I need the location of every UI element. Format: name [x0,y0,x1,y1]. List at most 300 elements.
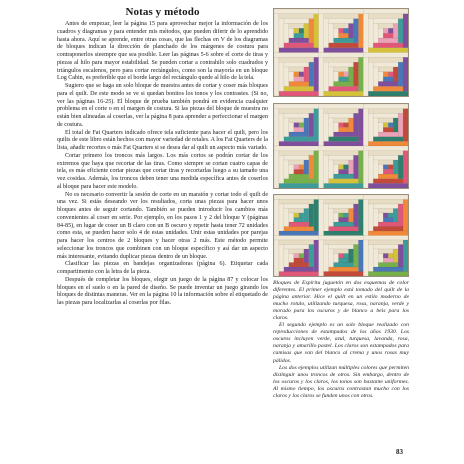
quilt-patch [343,123,348,128]
quilt-patch [304,160,309,174]
quilt-patch [319,104,364,109]
quilt-patch [348,67,353,82]
quilt-patch [329,155,354,160]
quilt-patch [319,53,364,58]
quilt-patch [324,14,359,19]
quilt-patch [319,14,324,53]
quilt-patch [403,109,408,142]
quilt-patch [284,24,289,43]
quilt-patch [279,14,314,19]
quilt-patch [324,272,364,277]
quilt-patch [324,245,329,272]
quilt-patch [279,204,284,231]
quilt-patch [373,86,403,91]
quilt-patch [383,254,388,259]
quilt-patch [324,200,359,205]
quilt-patch [334,123,339,132]
quilt-patch [368,48,408,53]
quilt-patch [378,254,383,263]
caption-paragraph: Bloques de Espíritu juguetón en dos esquemas de color diferentes. El primer ejemplo está tomado del quilt de la página anterior. Hice el quilt en un estilo moderno de mucho rotulo, utilizando turquesa, rosa, naranja, verde y morado para los oscuros y de blanco a beis para los claros. [273,280,409,322]
quilt-patch [319,9,364,14]
quilt-patch [373,19,398,24]
quilt-patch [363,200,368,236]
quilt-patch [294,77,304,82]
quilt-patch [368,231,408,236]
quilt-patch [279,240,314,245]
quilt-patch [373,249,378,267]
quilt-patch [368,183,408,188]
quilt-patch [279,245,284,272]
quilt-patch [329,67,334,86]
quilt-patch [339,254,344,259]
quilt-patch [284,249,289,267]
quilt-patch [274,195,319,200]
quilt-patch [334,222,354,227]
quilt-patch [398,204,403,227]
body-paragraph: Clasificar las piezas en bandejas organizadoras (página 6). Etiquetar cada compartimento con la letra de la pieza. [57,261,268,275]
quilt-patch [378,174,398,179]
quilt-patch [289,24,304,29]
quilt-patch [284,118,289,137]
body-text [57,21,268,308]
quilt-patch [363,146,408,151]
quilt-patch [388,28,393,33]
quilt-patch [329,160,334,179]
quilt-patch [378,82,398,87]
quilt-photo-modern-detail [273,103,409,189]
quilt-patch [393,118,398,132]
quilt-patch [274,146,319,151]
quilt-patch [299,123,304,128]
quilt-patch [358,14,363,48]
quilt-patch [289,118,304,123]
quilt-patch [329,86,359,91]
quilt-patch [334,118,349,123]
quilt-patch [294,72,299,77]
quilt-patch [284,43,314,48]
quilt-patch [294,254,299,259]
quilt-patch [343,165,348,170]
body-paragraph: El total de Fat Quarters indicado ofrece tela suficiente para hacer el quilt, pero los quilts de este libro están hechos con mayor variedad de retales. A los Fat Quarters de la lista, añadir recortes o más Fat Quarters si se desea dar al quilt un aspecto más variado. [57,129,268,151]
quilt-patch [368,57,403,62]
quilt-patch [289,72,294,82]
quilt-patch [294,218,304,223]
quilt-patch [309,204,314,227]
quilt-patch [324,141,364,146]
quilt-patch [383,218,393,223]
quilt-patch [284,19,309,24]
quilt-patch [373,43,403,48]
quilt-patch [368,14,403,19]
quilt-patch [329,249,334,267]
quilt-patch [279,151,314,156]
quilt-patch [393,249,398,263]
quilt-patch [304,67,309,82]
page-number: 83 [396,448,403,456]
quilt-patch [373,113,398,118]
quilt-patch [403,14,408,48]
quilt-patch [373,62,398,67]
quilt-patch [373,118,378,137]
quilt-patch [378,123,383,132]
quilt-patch [368,113,373,141]
quilt-patch [373,179,403,184]
quilt-patch [309,19,314,43]
quilt-patch [279,91,319,96]
quilt-patch [274,236,319,241]
quilt-patch [358,240,363,272]
quilt-patch [403,151,408,184]
quilt-patch [398,19,403,43]
quilt-blocks-image [274,9,408,96]
quilt-patch [284,179,314,184]
quilt-patch [319,57,324,96]
quilt-patch [329,137,359,142]
quilt-patch [274,14,279,53]
quilt-patch [373,67,378,86]
text-column [57,6,268,308]
quilt-patch [324,113,329,141]
quilt-patch [294,213,299,218]
quilt-patch [353,155,358,178]
quilt-patch [339,123,344,128]
quilt-patch [334,67,349,72]
quilt-patch [368,245,373,272]
quilt-patch [324,109,359,114]
quilt-patch [378,132,398,137]
quilt-patch [334,254,339,263]
quilt-patch [314,57,319,91]
quilt-patch [319,146,364,151]
quilt-patch [279,141,319,146]
quilt-patch [363,53,408,58]
quilt-patch [378,209,393,214]
quilt-patch [373,267,403,272]
quilt-patch [373,245,398,250]
quilt-patch [383,28,388,33]
quilt-patch [348,249,353,263]
quilt-patch [329,62,354,67]
quilt-patch [299,213,304,218]
quilt-patch [358,200,363,232]
quilt-patch [348,24,353,39]
quilt-patch [378,72,383,82]
quilt-patch [334,132,354,137]
quilt-patch [334,263,354,268]
quilt-patch [284,245,309,250]
quilt-patch [284,155,309,160]
quilt-patch [378,249,393,254]
quilt-patch [334,213,339,222]
quilt-patch [334,160,349,165]
quilt-patch [314,109,319,142]
quilt-patch [289,28,294,38]
quilt-patch [279,57,314,62]
quilt-patch [353,245,358,268]
quilt-patch [319,109,324,146]
quilt-patch [378,263,398,268]
quilt-patch [398,113,403,136]
quilt-patch [378,165,383,174]
quilt-patch [289,82,309,87]
quilt-patch [339,33,349,38]
body-paragraph: Después de completar los bloques, elegir un juego de la página 87 y colocar los bloques en el suelo o en la pared de diseño. Se puede inventar un juego girando los bloques de distintas maneras. Ver en la página 10 la información sobre el etiquetado de las piezas para localizarlas al coserlas por filas. [57,276,268,306]
quilt-patch [334,28,339,38]
quilt-patch [363,9,408,14]
quilt-patch [329,245,354,250]
quilt-patch [324,62,329,91]
quilt-patch [334,209,349,214]
quilt-patch [348,118,353,132]
quilt-patch [279,113,284,141]
quilt-patch [289,249,304,254]
quilt-patch [324,19,329,48]
quilt-patch [334,249,349,254]
quilt-patch [274,200,279,236]
quilt-patch [388,165,393,170]
quilt-patch [289,132,309,137]
quilt-patch [373,137,403,142]
quilt-patch [378,213,383,222]
quilt-patch [324,91,364,96]
quilt-patch [279,19,284,48]
quilt-patch [279,48,319,53]
quilt-patch [363,151,368,188]
caption-paragraph: El segundo ejemplo es un solo bloque realizado con reproducciones de estampados de los años 1930. Los oscuros incluyen verde, azul, turquesa, lavanda, rosa, naranja y amarillo pastel. Los claros son estampados para camisas que van del blanco al crema y unos rosas muy pálidos. [273,322,409,364]
quilt-patch [294,123,299,128]
quilt-patch [388,123,393,128]
quilt-patch [289,263,309,268]
quilt-patch [398,155,403,178]
quilt-patch [339,169,349,174]
quilt-patch [343,72,348,77]
quilt-patch [284,67,289,86]
quilt-patch [363,57,368,96]
quilt-patch [274,53,319,58]
quilt-patch [309,113,314,136]
quilt-patch [324,57,359,62]
quilt-patch [304,249,309,263]
quilt-patch [279,231,319,236]
quilt-patch [398,245,403,268]
quilt-patch [329,43,359,48]
quilt-patch [378,67,393,72]
quilt-patch [304,24,309,39]
quilt-patch [403,200,408,232]
quilt-patch [368,240,403,245]
quilt-patch [284,160,289,179]
quilt-patch [383,169,393,174]
quilt-patch [309,245,314,268]
quilt-patch [403,57,408,91]
quilt-patch [363,104,408,109]
quilt-blocks-image [274,195,408,276]
quilt-patch [299,28,304,33]
quilt-blocks-image [274,104,408,188]
quilt-patch [348,209,353,223]
quilt-patch [294,169,304,174]
quilt-patch [309,155,314,178]
quilt-patch [339,127,349,132]
quilt-patch [324,151,359,156]
quilt-patch [334,82,354,87]
quilt-patch [339,258,349,263]
caption-paragraph: Los dos ejemplos utilizan múltiples colores que permiten distinguir unos troncos de otros. Sin embargo, dentro de los oscuros y los claros, los tonos son bastante uniformes. Al mismo tiempo, los oscuros contrastan mucho con los claros y los claros se funden unos con otros. [273,364,409,399]
quilt-patch [339,72,344,77]
quilt-patch [319,195,364,200]
quilt-patch [329,204,354,209]
quilt-patch [383,127,393,132]
quilt-patch [324,240,359,245]
quilt-patch [353,113,358,136]
quilt-patch [274,57,279,96]
quilt-patch [373,209,378,227]
quilt-patch [373,24,378,43]
quilt-patch [319,236,364,241]
quilt-patch [279,109,314,114]
quilt-patch [284,227,314,232]
quilt-patch [339,28,344,33]
quilt-patch [284,209,289,227]
quilt-patch [299,72,304,77]
quilt-patch [289,67,304,72]
quilt-patch [329,113,354,118]
body-paragraph: Antes de empezar, leer la página 15 para aprovechar mejor la información de los cuadros y diagramas y para entender mis métodos, que pueden diferir de lo aprendido hasta ahora. Aquí se aprende, entre otras cosas, que las flechas en V de los diagramas de bloques indican la dirección de planchado de los márgenes de costura para contraponerlos sieempre que sea posible. Leer las páginas 5-6 sobre el corte de tiras y piezas al hilo para mayor estabilidad. Se pueden cortar a contrahilo solo cuadrados y triángulos escalenos, pero para cortar rectángulos, como son la mayoría en un bloque Log Cabin, es preferible que el borde largo del rectángulo quede al hilo de la tela. [57,21,268,82]
quilt-patch [388,213,393,218]
quilt-patch [309,62,314,86]
quilt-patch [324,48,364,53]
quilt-patch [383,258,393,263]
quilt-patch [373,160,378,179]
quilt-patch [353,204,358,227]
quilt-patch [329,19,354,24]
quilt-patch [274,9,319,14]
quilt-patch [368,151,403,156]
quilt-patch [368,272,408,277]
quilt-patch [353,19,358,43]
quilt-patch [378,28,383,38]
quilt-patch [289,160,304,165]
quilt-patch [398,62,403,86]
quilt-patch [319,200,324,236]
quilt-patch [388,254,393,259]
body-paragraph: Sugiero que se haga un solo bloque de muestra antes de cortar y coser más bloques para el quilt. De este modo se ve si quedan bonitos los tonos y los contrastes. (Si no, ver las páginas 16-25). El bloque de prueba también pondrá en evidencia cualquier problema en el corte o en el margen de costura. Si las piezas del bloque de muestra no están bien alineadas al coserlas, ver la página 8 para aprender a perfeccionar el margen de costura. [57,83,268,128]
quilt-patch [368,91,408,96]
quilt-patch [339,77,349,82]
quilt-patch [314,200,319,232]
quilt-patch [329,118,334,137]
quilt-patch [299,165,304,170]
quilt-patch [368,200,403,205]
quilt-patch [363,14,368,53]
quilt-patch [329,24,334,43]
quilt-patch [284,86,314,91]
quilt-patch [388,72,393,77]
quilt-patch [324,204,329,231]
quilt-patch [314,240,319,272]
quilt-patch [289,174,309,179]
quilt-patch [368,62,373,91]
quilt-patch [368,204,373,231]
quilt-patch [403,240,408,272]
quilt-patch [279,200,314,205]
quilt-patch [378,160,393,165]
quilt-patch [289,38,309,43]
quilt-patch [368,141,408,146]
quilt-patch [284,204,309,209]
quilt-patch [373,155,398,160]
quilt-patch [304,209,309,223]
quilt-patch [383,77,393,82]
quilt-patch [274,104,319,109]
quilt-patch [393,209,398,223]
quilt-photo-1930s [273,194,409,277]
quilt-patch [358,151,363,184]
quilt-patch [363,109,368,146]
quilt-patch [343,254,348,259]
quilt-patch [343,28,348,33]
quilt-patch [378,24,393,29]
quilt-patch [383,33,393,38]
quilt-patch [383,123,388,128]
quilt-patch [393,160,398,174]
quilt-patch [329,227,359,232]
quilt-patch [339,165,344,170]
quilt-patch [294,165,299,170]
quilt-patch [294,33,304,38]
quilt-patch [289,209,304,214]
quilt-patch [289,165,294,174]
quilt-patch [358,109,363,142]
quilt-patch [334,174,354,179]
quilt-patch [294,258,304,263]
quilt-patch [343,213,348,218]
quilt-patch [378,38,398,43]
quilt-patch [304,118,309,132]
photo-caption [273,280,409,400]
quilt-patch [299,254,304,259]
quilt-patch [329,209,334,227]
quilt-patch [378,222,398,227]
body-paragraph: Cortar primero los troncos más largos. Los más cortos se podrán cortar de los extremos que haya que recortar de las tiras. Como siempre se cortan cuatro capas de tela, es más eficiente cortar piezas que cortar tiras y recortarlas luego a su tamaño una vez cosidas. Además, los troncos deben tener una medida específica antes de coserlos al bloque para hacer este modelo. [57,152,268,190]
quilt-patch [284,113,309,118]
quilt-patch [373,227,403,232]
quilt-patch [284,267,314,272]
quilt-patch [289,123,294,132]
quilt-patch [358,57,363,91]
quilt-patch [284,137,314,142]
quilt-patch [348,160,353,174]
section-title: Notas y método [125,6,200,18]
quilt-patch [368,155,373,183]
quilt-patch [368,19,373,48]
quilt-patch [289,213,294,222]
quilt-patch [363,236,408,241]
quilt-patch [279,62,284,91]
quilt-patch [383,72,388,77]
quilt-patch [329,179,359,184]
quilt-patch [334,165,339,174]
quilt-patch [339,218,349,223]
quilt-patch [363,240,368,276]
quilt-patch [314,151,319,184]
quilt-patch [324,155,329,183]
quilt-patch [319,240,324,276]
quilt-patch [368,109,403,114]
quilt-patch [319,151,324,188]
quilt-patch [324,183,364,188]
photo-column [273,8,409,400]
